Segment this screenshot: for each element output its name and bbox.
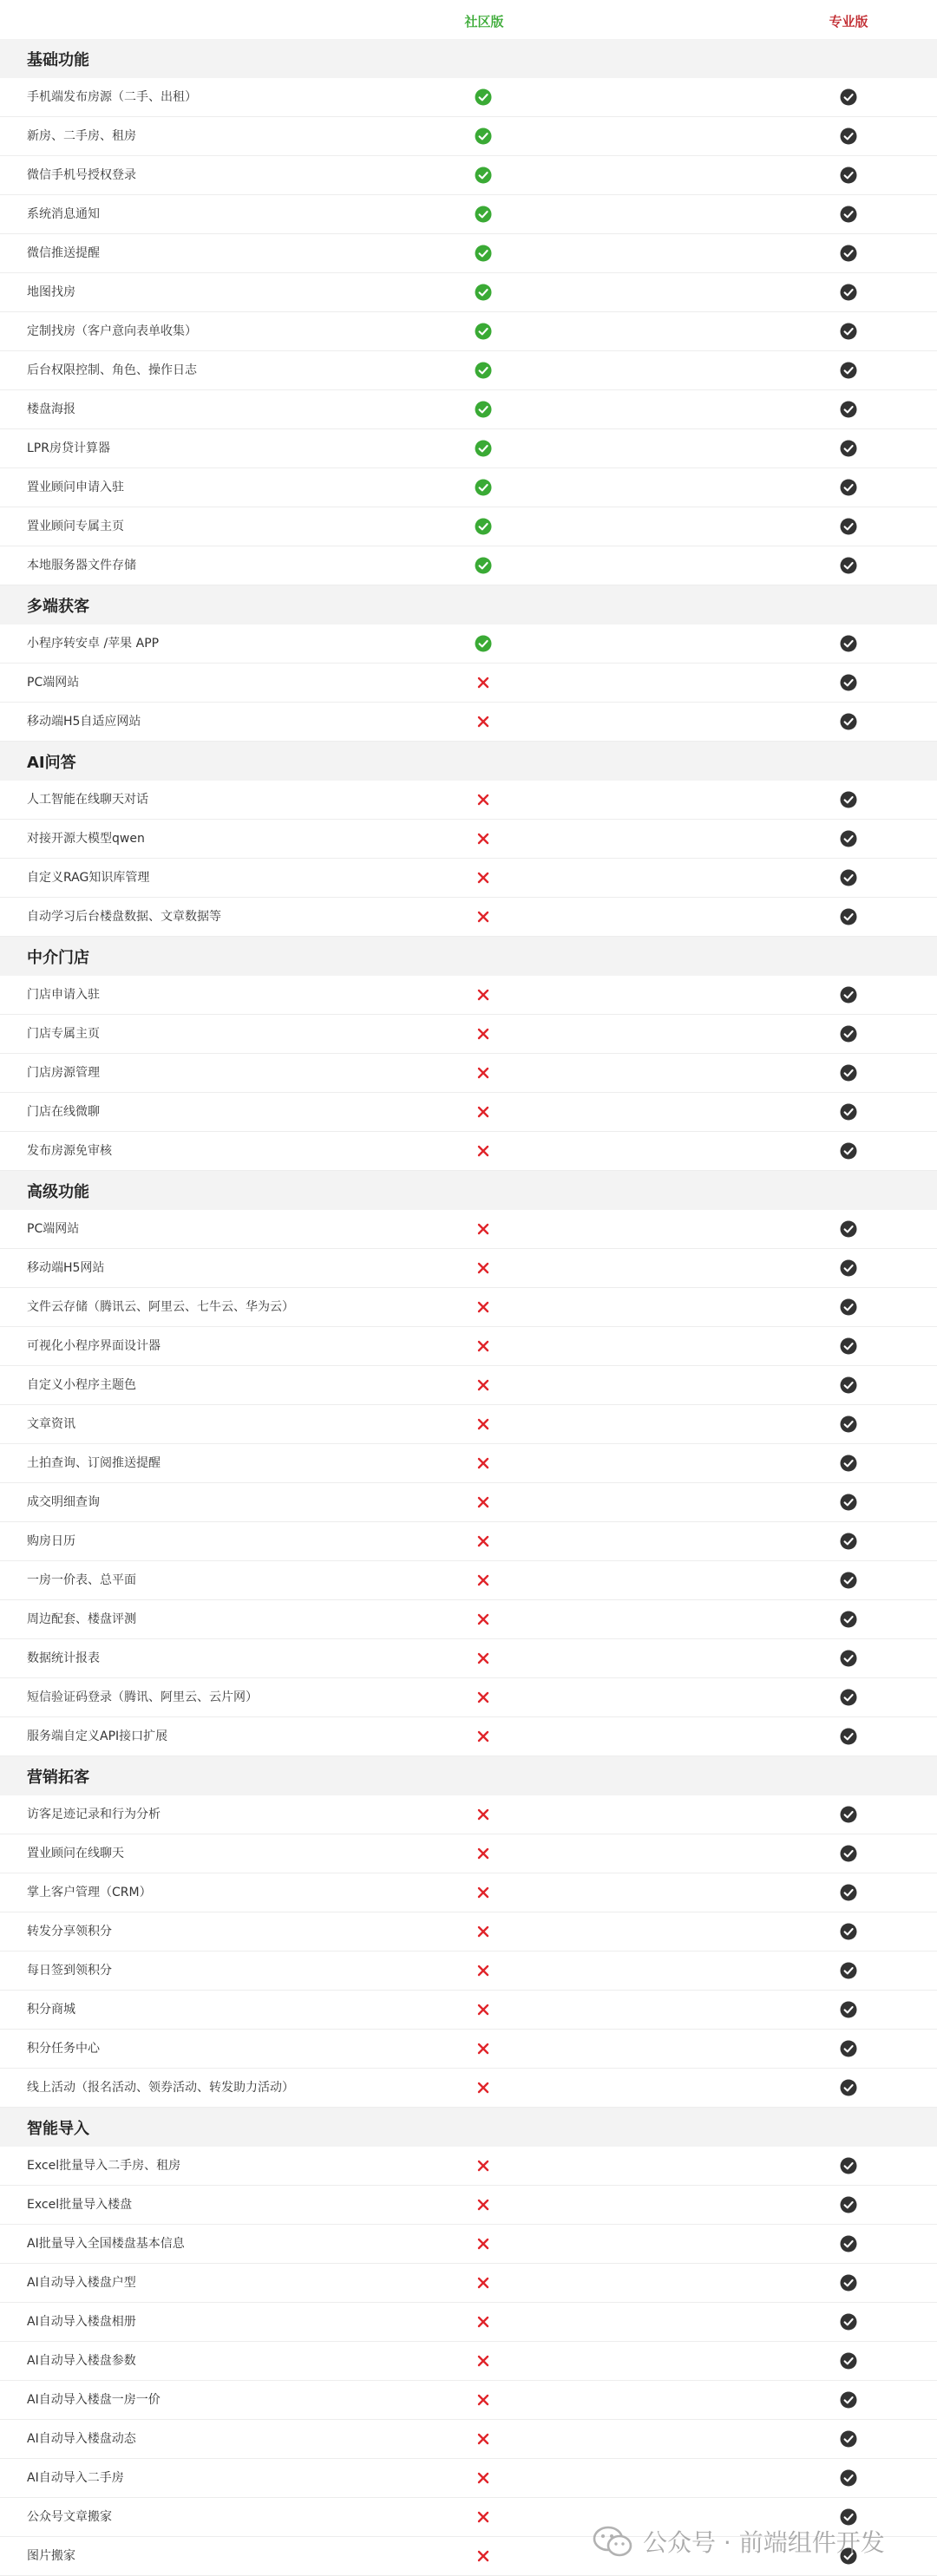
table-row: [0, 976, 937, 1015]
dark-check-circle-icon: [840, 284, 857, 301]
table-row: [0, 390, 937, 429]
dark-check-circle-icon: [840, 1689, 857, 1706]
red-x-icon: [475, 1533, 492, 1550]
feature-label: 门店房源管理: [27, 1066, 100, 1080]
red-x-icon: [475, 2079, 492, 2096]
table-row: [0, 468, 937, 507]
dark-check-circle-icon: [840, 1533, 857, 1550]
feature-label: 掌上客户管理（CRM）: [27, 1886, 152, 1899]
red-x-icon: [475, 2547, 492, 2565]
table-row: [0, 2030, 937, 2069]
feature-label: 可视化小程序界面设计器: [27, 1339, 161, 1353]
red-x-icon: [475, 986, 492, 1004]
dark-check-circle-icon: [840, 2040, 857, 2057]
dark-check-circle-icon: [840, 830, 857, 847]
dark-check-circle-icon: [840, 1415, 857, 1433]
feature-label: 移动端H5网站: [27, 1261, 105, 1275]
feature-label: 门店在线微聊: [27, 1105, 100, 1119]
green-check-circle-icon: [475, 206, 492, 223]
column-header-community: 社区版: [464, 14, 504, 29]
watermark: [593, 2524, 885, 2559]
red-x-icon: [475, 2157, 492, 2174]
red-x-icon: [475, 1923, 492, 1940]
dark-check-circle-icon: [840, 2235, 857, 2252]
feature-label: 定制找房（客户意向表单收集）: [27, 324, 197, 338]
dark-check-circle-icon: [840, 401, 857, 418]
table-row: [0, 664, 937, 703]
dark-check-circle-icon: [840, 1884, 857, 1901]
feature-label: LPR房贷计算器: [27, 441, 110, 455]
table-row: [0, 2303, 937, 2342]
red-x-icon: [475, 1220, 492, 1238]
feature-label: Excel批量导入楼盘: [27, 2198, 133, 2212]
table-row: [0, 1093, 937, 1132]
feature-label: AI自动导入楼盘相册: [27, 2315, 136, 2329]
red-x-icon: [475, 830, 492, 847]
table-row: [0, 2225, 937, 2264]
feature-label: 图片搬家: [27, 2549, 75, 2563]
table-row: [0, 507, 937, 546]
red-x-icon: [475, 2235, 492, 2252]
wechat-icon: [593, 2526, 632, 2557]
section-header: 智能导入: [0, 2108, 937, 2147]
dark-check-circle-icon: [840, 1806, 857, 1823]
table-row: [0, 1991, 937, 2030]
dark-check-circle-icon: [840, 1220, 857, 1238]
green-check-circle-icon: [475, 557, 492, 574]
red-x-icon: [475, 1455, 492, 1472]
table-row: [0, 1952, 937, 1991]
dark-check-circle-icon: [840, 908, 857, 925]
table-row: [0, 1015, 937, 1054]
feature-label: 转发分享领积分: [27, 1925, 112, 1939]
dark-check-circle-icon: [840, 869, 857, 886]
green-check-circle-icon: [475, 127, 492, 145]
feature-label: 线上活动（报名活动、领券活动、转发助力活动）: [27, 2081, 294, 2095]
green-check-circle-icon: [475, 245, 492, 262]
table-row: [0, 2459, 937, 2498]
feature-label: 后台权限控制、角色、操作日志: [27, 363, 197, 377]
dark-check-circle-icon: [840, 1376, 857, 1394]
section-header: 多端获客: [0, 585, 937, 624]
red-x-icon: [475, 2508, 492, 2526]
dark-check-circle-icon: [840, 1142, 857, 1160]
feature-label: 移动端H5自适应网站: [27, 715, 141, 729]
table-row: [0, 234, 937, 273]
feature-label: Excel批量导入二手房、租房: [27, 2159, 181, 2173]
dark-check-circle-icon: [840, 2196, 857, 2213]
red-x-icon: [475, 908, 492, 925]
green-check-circle-icon: [475, 323, 492, 340]
red-x-icon: [475, 2001, 492, 2018]
feature-label: 文件云存储（腾讯云、阿里云、七牛云、华为云）: [27, 1300, 294, 1314]
feature-label: AI自动导入楼盘户型: [27, 2276, 136, 2290]
dark-check-circle-icon: [840, 1650, 857, 1667]
dark-check-circle-icon: [840, 1337, 857, 1355]
red-x-icon: [475, 791, 492, 808]
green-check-circle-icon: [475, 635, 492, 652]
dark-check-circle-icon: [840, 2001, 857, 2018]
dark-check-circle-icon: [840, 2079, 857, 2096]
dark-check-circle-icon: [840, 479, 857, 496]
feature-label: 成交明细查询: [27, 1495, 100, 1509]
feature-label: AI批量导入全国楼盘基本信息: [27, 2237, 185, 2251]
table-row: [0, 781, 937, 820]
feature-label: 小程序转安卓 /苹果 APP: [27, 637, 160, 651]
feature-label: 短信验证码登录（腾讯、阿里云、云片网）: [27, 1690, 258, 1704]
red-x-icon: [475, 1298, 492, 1316]
feature-label: 置业顾问专属主页: [27, 520, 124, 533]
table-row: [0, 1561, 937, 1600]
feature-label: 自定义小程序主题色: [27, 1378, 136, 1392]
red-x-icon: [475, 2313, 492, 2331]
dark-check-circle-icon: [840, 167, 857, 184]
section-header: 中介门店: [0, 937, 937, 976]
table-row: [0, 2420, 937, 2459]
feature-label: 数据统计报表: [27, 1651, 100, 1665]
feature-label: 自定义RAG知识库管理: [27, 871, 150, 885]
dark-check-circle-icon: [840, 986, 857, 1004]
table-row: [0, 1795, 937, 1834]
table-row: [0, 1210, 937, 1249]
table-header: [0, 0, 937, 39]
table-row: [0, 1405, 937, 1444]
green-check-circle-icon: [475, 167, 492, 184]
table-row: [0, 351, 937, 390]
dark-check-circle-icon: [840, 1728, 857, 1745]
dark-check-circle-icon: [840, 2352, 857, 2370]
table-row: [0, 703, 937, 742]
red-x-icon: [475, 1376, 492, 1394]
dark-check-circle-icon: [840, 1259, 857, 1277]
dark-check-circle-icon: [840, 635, 857, 652]
feature-label: 人工智能在线聊天对话: [27, 793, 148, 807]
dark-check-circle-icon: [840, 713, 857, 730]
red-x-icon: [475, 1689, 492, 1706]
dark-check-circle-icon: [840, 791, 857, 808]
green-check-circle-icon: [475, 440, 492, 457]
dark-check-circle-icon: [840, 323, 857, 340]
red-x-icon: [475, 713, 492, 730]
red-x-icon: [475, 1103, 492, 1121]
green-check-circle-icon: [475, 518, 492, 535]
table-row: [0, 156, 937, 195]
dark-check-circle-icon: [840, 245, 857, 262]
section-header: 基础功能: [0, 39, 937, 78]
feature-label: 文章资讯: [27, 1417, 75, 1431]
dark-check-circle-icon: [840, 1923, 857, 1940]
dark-check-circle-icon: [840, 2508, 857, 2526]
dark-check-circle-icon: [840, 1064, 857, 1082]
feature-label: 对接开源大模型qwen: [27, 832, 145, 846]
feature-label: 积分商城: [27, 2003, 75, 2017]
section-header: 高级功能: [0, 1171, 937, 1210]
table-row: [0, 429, 937, 468]
dark-check-circle-icon: [840, 127, 857, 145]
feature-label: 微信手机号授权登录: [27, 168, 136, 182]
table-row: [0, 859, 937, 898]
red-x-icon: [475, 1806, 492, 1823]
feature-label: 置业顾问在线聊天: [27, 1847, 124, 1860]
feature-label: 服务端自定义API接口扩展: [27, 1729, 168, 1743]
column-header-pro: 专业版: [829, 14, 868, 29]
feature-label: 土拍查询、订阅推送提醒: [27, 1456, 161, 1470]
table-row: [0, 195, 937, 234]
table-row: [0, 898, 937, 937]
feature-label: 访客足迹记录和行为分析: [27, 1808, 161, 1821]
red-x-icon: [475, 1572, 492, 1589]
table-row: [0, 624, 937, 664]
dark-check-circle-icon: [840, 2391, 857, 2409]
table-row: [0, 1717, 937, 1756]
red-x-icon: [475, 2430, 492, 2448]
dark-check-circle-icon: [840, 1962, 857, 1979]
dark-check-circle-icon: [840, 1845, 857, 1862]
feature-label: AI自动导入楼盘一房一价: [27, 2393, 161, 2407]
feature-comparison-table: [0, 39, 937, 2576]
feature-label: 每日签到领积分: [27, 1964, 112, 1978]
dark-check-circle-icon: [840, 440, 857, 457]
green-check-circle-icon: [475, 362, 492, 379]
dark-check-circle-icon: [840, 1455, 857, 1472]
red-x-icon: [475, 1337, 492, 1355]
table-row: [0, 1639, 937, 1678]
feature-label: 自动学习后台楼盘数据、文章数据等: [27, 910, 221, 924]
feature-label: PC端网站: [27, 676, 80, 690]
table-row: [0, 2147, 937, 2186]
feature-label: 周边配套、楼盘评测: [27, 1612, 136, 1626]
table-row: [0, 546, 937, 585]
table-row: [0, 1444, 937, 1483]
watermark-text: 公众号 · 前端组件开发: [643, 2528, 885, 2557]
table-row: [0, 2069, 937, 2108]
dark-check-circle-icon: [840, 1025, 857, 1043]
feature-label: 门店专属主页: [27, 1027, 100, 1041]
feature-label: 系统消息通知: [27, 207, 100, 221]
red-x-icon: [475, 1962, 492, 1979]
green-check-circle-icon: [475, 88, 492, 106]
table-row: [0, 312, 937, 351]
table-row: [0, 2342, 937, 2381]
red-x-icon: [475, 869, 492, 886]
table-row: [0, 117, 937, 156]
red-x-icon: [475, 1650, 492, 1667]
red-x-icon: [475, 2274, 492, 2292]
table-row: [0, 1054, 937, 1093]
red-x-icon: [475, 674, 492, 691]
red-x-icon: [475, 1064, 492, 1082]
table-row: [0, 1522, 937, 1561]
green-check-circle-icon: [475, 401, 492, 418]
feature-label: 本地服务器文件存储: [27, 559, 136, 572]
dark-check-circle-icon: [840, 2313, 857, 2331]
table-row: [0, 1288, 937, 1327]
dark-check-circle-icon: [840, 1103, 857, 1121]
table-row: [0, 2186, 937, 2225]
feature-label: 置业顾问申请入驻: [27, 481, 124, 494]
table-row: [0, 1249, 937, 1288]
dark-check-circle-icon: [840, 557, 857, 574]
table-row: [0, 273, 937, 312]
feature-label: 楼盘海报: [27, 402, 75, 416]
dark-check-circle-icon: [840, 518, 857, 535]
table-row: [0, 1873, 937, 1912]
red-x-icon: [475, 2040, 492, 2057]
red-x-icon: [475, 2352, 492, 2370]
feature-label: 门店申请入驻: [27, 988, 100, 1002]
table-row: [0, 2264, 937, 2303]
feature-label: AI自动导入楼盘动态: [27, 2432, 136, 2446]
dark-check-circle-icon: [840, 2274, 857, 2292]
table-row: [0, 1483, 937, 1522]
table-row: [0, 78, 937, 117]
dark-check-circle-icon: [840, 206, 857, 223]
table-row: [0, 1366, 937, 1405]
feature-label: 一房一价表、总平面: [27, 1573, 136, 1587]
table-row: [0, 1600, 937, 1639]
dark-check-circle-icon: [840, 2469, 857, 2487]
red-x-icon: [475, 1415, 492, 1433]
red-x-icon: [475, 2391, 492, 2409]
feature-label: 新房、二手房、租房: [27, 129, 136, 143]
dark-check-circle-icon: [840, 674, 857, 691]
green-check-circle-icon: [475, 284, 492, 301]
feature-label: 购房日历: [27, 1534, 75, 1548]
red-x-icon: [475, 1259, 492, 1277]
dark-check-circle-icon: [840, 1572, 857, 1589]
green-check-circle-icon: [475, 479, 492, 496]
feature-label: 手机端发布房源（二手、出租）: [27, 90, 197, 104]
dark-check-circle-icon: [840, 1611, 857, 1628]
feature-label: 地图找房: [27, 285, 75, 299]
table-row: [0, 1678, 937, 1717]
red-x-icon: [475, 1142, 492, 1160]
red-x-icon: [475, 1494, 492, 1511]
red-x-icon: [475, 1845, 492, 1862]
feature-label: PC端网站: [27, 1222, 80, 1236]
dark-check-circle-icon: [840, 1494, 857, 1511]
section-header: AI问答: [0, 742, 937, 781]
table-row: [0, 2381, 937, 2420]
table-row: [0, 1327, 937, 1366]
red-x-icon: [475, 1884, 492, 1901]
red-x-icon: [475, 1025, 492, 1043]
red-x-icon: [475, 2196, 492, 2213]
feature-label: 微信推送提醒: [27, 246, 100, 260]
table-row: [0, 820, 937, 859]
feature-label: AI自动导入楼盘参数: [27, 2354, 136, 2368]
feature-label: AI自动导入二手房: [27, 2471, 124, 2485]
dark-check-circle-icon: [840, 362, 857, 379]
feature-label: 发布房源免审核: [27, 1144, 112, 1158]
section-header: 营销拓客: [0, 1756, 937, 1795]
dark-check-circle-icon: [840, 1298, 857, 1316]
dark-check-circle-icon: [840, 2157, 857, 2174]
table-row: [0, 1834, 937, 1873]
feature-label: 公众号文章搬家: [27, 2510, 112, 2524]
table-row: [0, 1912, 937, 1952]
red-x-icon: [475, 1611, 492, 1628]
red-x-icon: [475, 2469, 492, 2487]
dark-check-circle-icon: [840, 88, 857, 106]
dark-check-circle-icon: [840, 2430, 857, 2448]
feature-label: 积分任务中心: [27, 2042, 100, 2056]
red-x-icon: [475, 1728, 492, 1745]
table-row: [0, 1132, 937, 1171]
